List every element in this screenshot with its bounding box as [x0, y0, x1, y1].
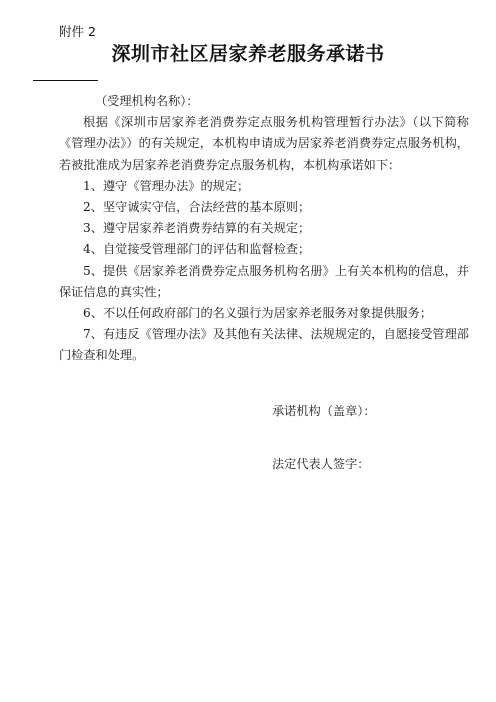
- intro-paragraph: 根据《深圳市居家养老消费券定点服务机构管理暂行办法》（以下简称《管理办法》）的有关规定，本机构申请成为居家养老消费券定点服务机构，若被批准成为居家养老消费券定点服务机构，本机构承诺如下：: [59, 115, 469, 172]
- commitment-item-1: 1、遵守《管理办法》的规定；: [83, 178, 250, 193]
- commitment-item-6: 6、不以任何政府部门的名义强行为居家养老服务对象提供服务；: [83, 306, 433, 321]
- representative-signature-label: 法定代表人签字：: [272, 457, 370, 471]
- commitment-item-7: 7、有违反《管理办法》及其他有关法律、法规规定的，自愿接受管理部门检查和处理。: [59, 327, 469, 363]
- document-body: [59, 91, 469, 367]
- attachment-label: 附件 2: [59, 24, 96, 39]
- commitment-item-2: 2、坚守诚实守信，合法经营的基本原则；: [83, 200, 311, 215]
- seal-label: 承诺机构（盖章）：: [272, 404, 376, 418]
- commitment-item-4: 4、自觉接受管理部门的评估和监督检查；: [83, 242, 311, 257]
- document-title: 深圳市社区居家养老服务承诺书: [111, 43, 385, 65]
- commitment-item-3: 3、遵守居家养老消费券结算的有关规定；: [83, 221, 311, 236]
- addressee-underline: [33, 80, 98, 81]
- addressee-line: （受理机构名称）：: [95, 94, 199, 108]
- commitment-item-5: 5、提供《居家养老消费券定点服务机构名册》上有关本机构的信息，并保证信息的真实性；: [59, 263, 469, 299]
